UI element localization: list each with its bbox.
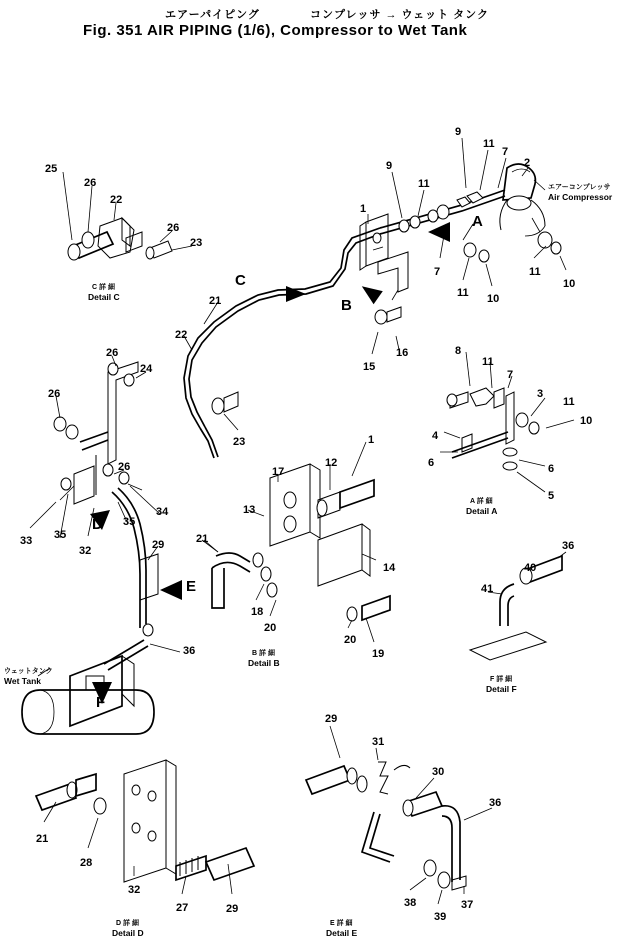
callout-number: 10 xyxy=(563,278,576,290)
callout-number: 11 xyxy=(483,138,495,150)
callout-number: 4 xyxy=(432,430,439,442)
callout-number: 11 xyxy=(563,396,575,408)
callout-number: 10 xyxy=(487,293,500,305)
callout-number: 21 xyxy=(196,533,209,545)
detail-f-caption-en: Detail F xyxy=(486,684,517,694)
detail-d-caption-jp: D 詳 細 xyxy=(116,920,139,927)
callout-number: 18 xyxy=(251,606,264,618)
detail-d-caption-en: Detail D xyxy=(112,928,144,938)
callout-number: 41 xyxy=(481,583,494,595)
callout-number: 37 xyxy=(461,899,474,911)
callout-number: 12 xyxy=(325,457,338,469)
callout-number: 9 xyxy=(455,126,462,138)
header-jp-right: コンプレッサ → ウェット タンク xyxy=(310,9,489,21)
callout-number: 22 xyxy=(110,194,123,206)
detail-a-caption-en: Detail A xyxy=(466,506,498,516)
callout-number: 13 xyxy=(243,504,256,516)
detail-c-caption-jp: C 詳 細 xyxy=(92,284,115,291)
callout-number: 8 xyxy=(455,345,462,357)
detail-f-caption-jp: F 詳 細 xyxy=(490,676,513,683)
callout-number: 36 xyxy=(489,797,502,809)
detail-b-caption-jp: B 詳 細 xyxy=(252,650,275,657)
section-mark-e: E xyxy=(186,578,197,595)
callout-number: 23 xyxy=(233,436,246,448)
callout-number: 24 xyxy=(140,363,153,375)
callout-number: 23 xyxy=(190,237,203,249)
callout-number: 26 xyxy=(84,177,97,189)
callout-number: 15 xyxy=(363,361,376,373)
callout-number: 25 xyxy=(45,163,58,175)
callout-number: 17 xyxy=(272,466,285,478)
wet-tank-label-en: Wet Tank xyxy=(4,676,41,686)
callout-number: 36 xyxy=(183,645,196,657)
callout-number: 29 xyxy=(152,539,165,551)
callout-number: 31 xyxy=(372,736,385,748)
wet-tank-label-jp: ウェットタンク xyxy=(4,668,53,675)
callout-number: 35 xyxy=(123,516,136,528)
detail-e-caption-jp: E 詳 細 xyxy=(330,920,353,927)
callout-number: 7 xyxy=(502,146,509,158)
section-mark-d: D xyxy=(92,516,103,533)
detail-c-caption-en: Detail C xyxy=(88,292,120,302)
callout-number: 11 xyxy=(482,356,494,368)
air-compressor-label-en: Air Compressor xyxy=(548,192,613,202)
callout-number: 7 xyxy=(434,266,441,278)
callout-number: 26 xyxy=(48,388,61,400)
callout-number: 40 xyxy=(524,562,537,574)
callout-number: 30 xyxy=(432,766,445,778)
page-title: Fig. 351 AIR PIPING (1/6), Compressor to Wet Tank xyxy=(83,22,468,39)
callout-number: 9 xyxy=(386,160,393,172)
detail-a-caption-jp: A 詳 細 xyxy=(470,498,493,505)
header-jp-left: エアーパイピング xyxy=(165,9,260,21)
callout-number: 2 xyxy=(524,157,531,169)
callout-number: 16 xyxy=(396,347,409,359)
callout-number: 26 xyxy=(118,461,131,473)
callout-number: 21 xyxy=(36,833,49,845)
detail-e-caption-en: Detail E xyxy=(326,928,358,938)
callout-number: 6 xyxy=(548,463,555,475)
callout-number: 32 xyxy=(79,545,92,557)
callout-number: 11 xyxy=(457,287,469,299)
callout-number: 29 xyxy=(325,713,338,725)
callout-number: 6 xyxy=(428,457,435,469)
callout-number: 35 xyxy=(54,529,67,541)
air-compressor-label-jp: エアーコンプレッサ xyxy=(548,184,611,191)
callout-number: 38 xyxy=(404,897,417,909)
callout-number: 34 xyxy=(156,506,169,518)
callout-number: 11 xyxy=(418,178,430,190)
callout-number: 19 xyxy=(372,648,385,660)
callout-number: 29 xyxy=(226,903,239,915)
callout-number: 32 xyxy=(128,884,141,896)
callout-number: 27 xyxy=(176,902,189,914)
callout-number: 36 xyxy=(562,540,575,552)
callout-number: 21 xyxy=(209,295,222,307)
callout-number: 20 xyxy=(264,622,277,634)
callout-number: 3 xyxy=(537,388,544,400)
callout-number: 26 xyxy=(167,222,180,234)
section-mark-f: F xyxy=(96,694,106,711)
callout-number: 33 xyxy=(20,535,33,547)
callout-number: 20 xyxy=(344,634,357,646)
callout-number: 10 xyxy=(580,415,593,427)
detail-b-caption-en: Detail B xyxy=(248,658,280,668)
callout-number: 39 xyxy=(434,911,447,923)
callout-number: 26 xyxy=(106,347,119,359)
callout-number: 11 xyxy=(529,266,541,278)
callout-number: 7 xyxy=(507,369,514,381)
callout-number: 14 xyxy=(383,562,396,574)
section-mark-b: B xyxy=(341,297,352,314)
callout-number: 1 xyxy=(360,203,367,215)
callout-number: 5 xyxy=(548,490,555,502)
callout-number: 28 xyxy=(80,857,93,869)
section-mark-c: C xyxy=(235,272,246,289)
section-mark-a: A xyxy=(472,213,483,230)
callout-number: 22 xyxy=(175,329,188,341)
callout-number: 1 xyxy=(368,434,375,446)
